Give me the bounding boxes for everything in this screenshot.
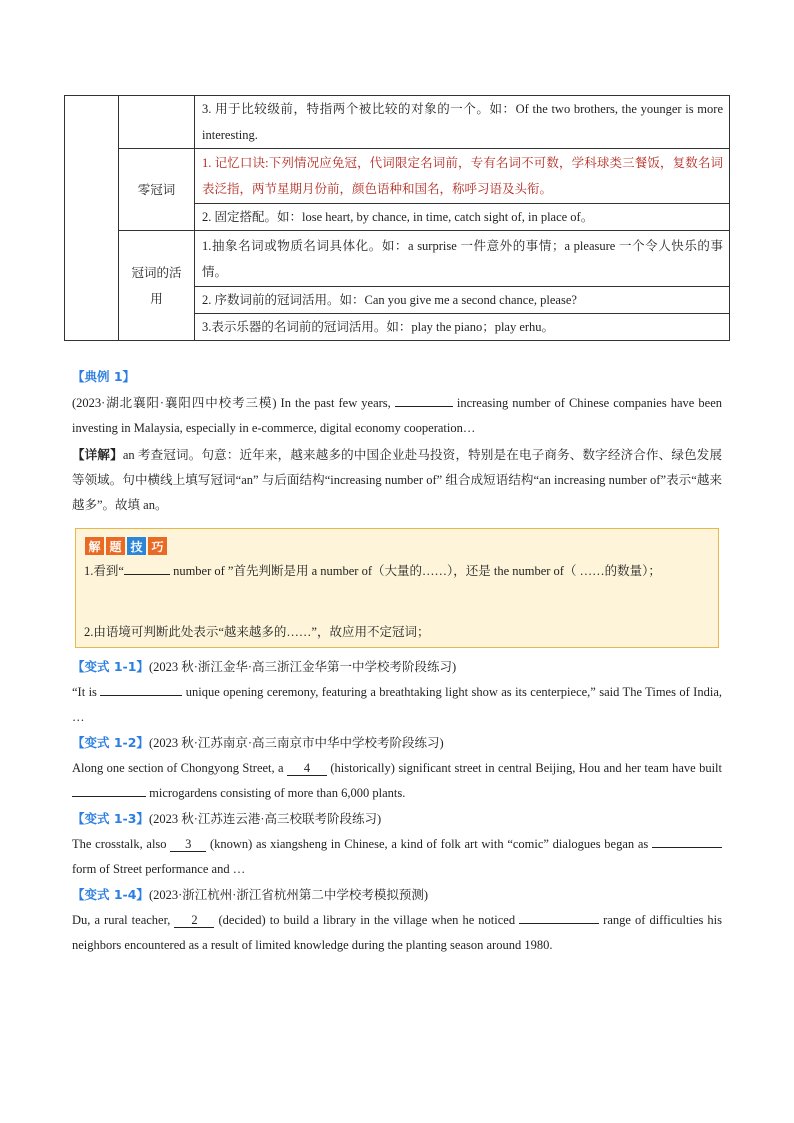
variant-header bbox=[72, 654, 722, 680]
question-text: (decided) to build a library in the village when he noticed bbox=[214, 913, 520, 927]
table-cell-category: 零冠词 bbox=[119, 149, 195, 231]
answer-blank[interactable] bbox=[100, 681, 182, 696]
variant-question bbox=[72, 832, 722, 882]
variant-header bbox=[72, 882, 722, 908]
question-text: unique opening ceremony, featuring a breathtaking light show as its centerpiece,” said The Times of India, … bbox=[72, 685, 722, 724]
table-cell-rule: 3.表示乐器的名词前的冠词活用。如：play the piano；play erhu。 bbox=[195, 314, 730, 341]
variant-header bbox=[72, 806, 722, 832]
answer-blank[interactable] bbox=[395, 392, 453, 407]
question-text: microgardens consisting of more than 6,000 plants. bbox=[146, 786, 406, 800]
variant-label: 【变式 1-2】 bbox=[72, 735, 149, 750]
variant-label: 【变式 1-4】 bbox=[72, 887, 149, 902]
example-detail bbox=[72, 443, 722, 518]
tip-text: number of ”首先判断是用 a number of（大量的……），还是 the number of（ ……的数量）； bbox=[169, 564, 661, 578]
variant-source: (2023 秋·江苏连云港·高三校联考阶段练习) bbox=[148, 812, 382, 826]
question-text: (known) as xiangsheng in Chinese, a kind of folk art with “comic” dialogues began as bbox=[206, 837, 652, 851]
tips-badge-char: 解 bbox=[85, 537, 104, 555]
variant-question bbox=[72, 756, 722, 806]
table-cell-rule: 2. 固定搭配。如：lose heart, by chance, in time, catch sight of, in place of。 bbox=[195, 204, 730, 231]
tips-badge-char: 题 bbox=[106, 537, 125, 555]
answer-blank[interactable] bbox=[652, 833, 722, 848]
question-source: (2023·湖北襄阳·襄阳四中校考三模) bbox=[72, 396, 277, 410]
question-text: The crosstalk, also bbox=[72, 837, 171, 851]
tips-badge bbox=[85, 537, 167, 555]
tips-badge-char: 巧 bbox=[148, 537, 167, 555]
variant-label: 【变式 1-1】 bbox=[72, 659, 149, 674]
tips-badge-char: 技 bbox=[127, 537, 146, 555]
table-row bbox=[65, 149, 730, 204]
example-label: 【典例 1】 bbox=[72, 369, 136, 384]
variant-source: (2023 秋·浙江金华·高三浙江金华第一中学校考阶段练习) bbox=[148, 660, 457, 674]
article-usage-table bbox=[64, 95, 730, 341]
table-cell-rule-memory: 1. 记忆口诀:下列情况应免冠，代词限定名词前，专有名词不可数，学科球类三餐饭，复数名词表泛指，两节星期月份前，颜色语种和国名，称呼习语及头衔。 bbox=[195, 149, 730, 204]
variant-question bbox=[72, 908, 722, 958]
detail-text: an 考查冠词。句意：近年来，越来越多的中国企业赴马投资，特别是在电子商务、数字经济合作、绿色发展等领域。句中横线上填写冠词“an” 与后面结构“increasing number of” 组合成短语结构“an increasing number of”表示“越来越多”。故填 an。 bbox=[72, 448, 722, 512]
answer-blank[interactable] bbox=[519, 909, 599, 924]
tip-text: 1.看到“ bbox=[84, 564, 124, 578]
example-title bbox=[72, 364, 722, 390]
tip-line-2: 2.由语境可判断此处表示“越来越多的……”，故应用不定冠词； bbox=[84, 625, 430, 639]
answer-blank[interactable] bbox=[72, 782, 146, 797]
detail-label: 【详解】 bbox=[72, 448, 123, 462]
question-text: form of Street performance and … bbox=[72, 862, 246, 876]
variant-label: 【变式 1-3】 bbox=[72, 811, 149, 826]
category-label: 冠词的活用 bbox=[131, 265, 182, 306]
question-text: “It is bbox=[72, 685, 101, 699]
table-row bbox=[65, 96, 730, 149]
question-text: (historically) significant street in central Beijing, Hou and her team have built bbox=[326, 761, 722, 775]
table-cell-empty bbox=[119, 96, 195, 149]
example-question bbox=[72, 391, 722, 441]
table-cell-category bbox=[119, 231, 195, 341]
tip-line-1 bbox=[84, 557, 712, 586]
answer-blank-numbered[interactable]: 4 bbox=[287, 761, 327, 776]
answer-blank-numbered[interactable]: 2 bbox=[174, 913, 214, 928]
variant-source: (2023·浙江杭州·浙江省杭州第二中学校考模拟预测) bbox=[148, 888, 429, 902]
question-text: Along one section of Chongyong Street, a bbox=[72, 761, 287, 775]
table-cell-empty bbox=[65, 96, 119, 341]
variant-header bbox=[72, 730, 722, 756]
variant-question bbox=[72, 680, 722, 730]
variant-source: (2023 秋·江苏南京·高三南京市中华中学校考阶段练习) bbox=[148, 736, 444, 750]
table-cell-rule: 2. 序数词前的冠词活用。如：Can you give me a second chance, please? bbox=[195, 287, 730, 314]
tips-box bbox=[75, 528, 719, 648]
question-text: increasing number of Chinese companies have been investing in Malaysia, especially in e-commerce, digital economy cooperation… bbox=[72, 396, 722, 435]
question-text: In the past few years, bbox=[276, 396, 395, 410]
question-text: Du, a rural teacher, bbox=[72, 913, 175, 927]
question-text: range of difficulties his neighbors encountered as a result of limited knowledge during the planting season around 1980. bbox=[72, 913, 723, 952]
answer-blank-numbered[interactable]: 3 bbox=[170, 837, 206, 852]
table-cell-rule: 3. 用于比较级前，特指两个被比较的对象的一个。如：Of the two brothers, the younger is more interesting. bbox=[195, 96, 730, 149]
table-cell-rule: 1.抽象名词或物质名词具体化。如：a surprise 一件意外的事情；a pleasure 一个令人快乐的事情。 bbox=[195, 231, 730, 287]
tip-blank bbox=[124, 560, 170, 575]
table-row bbox=[65, 231, 730, 287]
